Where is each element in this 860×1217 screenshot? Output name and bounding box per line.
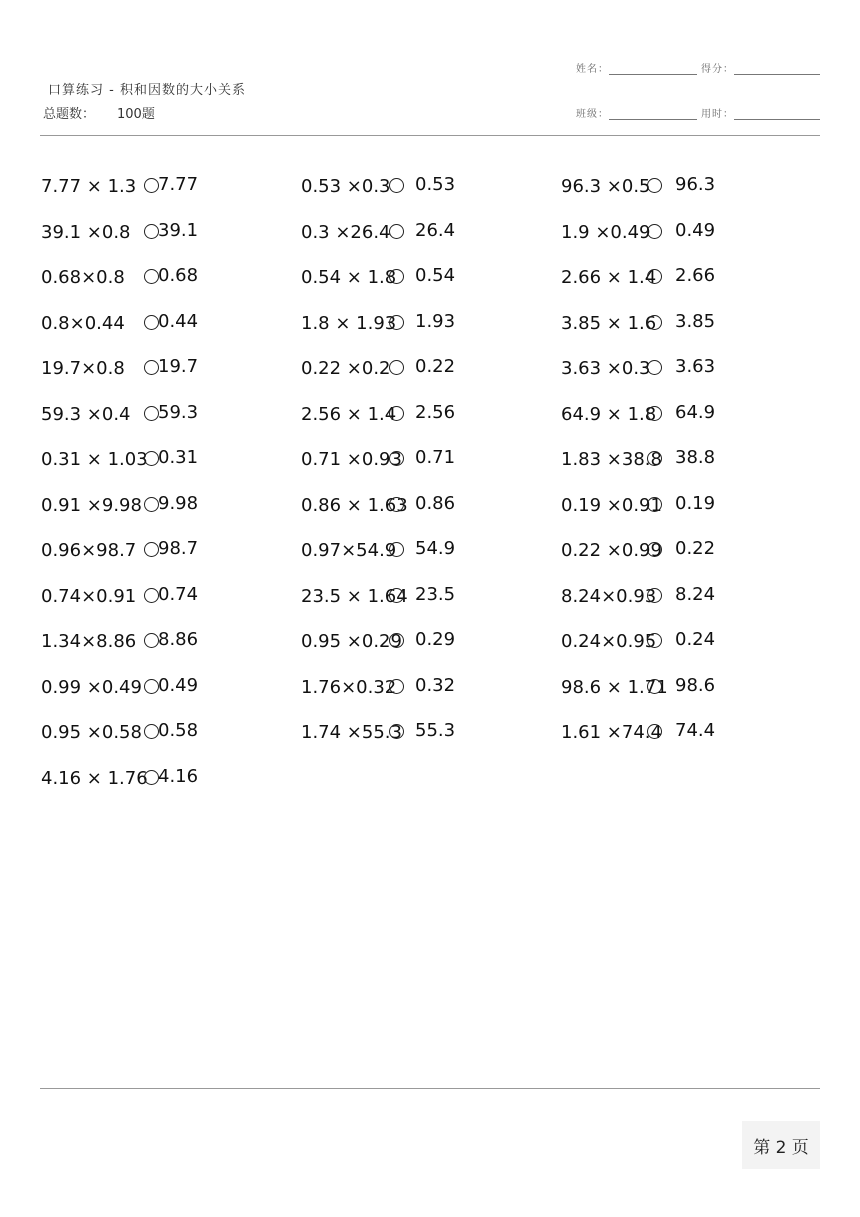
comparison-value: 0.74 [158, 583, 199, 605]
comparison-circle[interactable] [647, 224, 662, 239]
problem-item [561, 174, 716, 197]
problem-expression: 0.22 ×0.99 [561, 540, 662, 561]
problem-item [561, 629, 716, 652]
problem-expression: 0.95 ×0.29 [301, 631, 402, 652]
comparison-circle[interactable] [389, 497, 404, 512]
comparison-value: 0.31 [158, 447, 199, 468]
problem-expression: 0.68×0.8 [41, 267, 125, 288]
problem-item [561, 356, 716, 379]
problem-item [301, 219, 456, 243]
comparison-circle[interactable] [647, 269, 662, 284]
problem-expression: 0.24×0.95 [561, 631, 657, 652]
problem-expression: 0.8×0.44 [41, 312, 125, 334]
comparison-circle[interactable] [389, 542, 404, 557]
problem-expression: 0.86 × 1.63 [301, 494, 408, 516]
problem-item [41, 447, 199, 470]
problem-item [561, 401, 716, 425]
problem-item [41, 401, 199, 425]
comparison-circle[interactable] [389, 633, 404, 648]
problem-item [41, 356, 199, 379]
comparison-value: 55.3 [415, 720, 456, 741]
problem-expression: 96.3 ×0.5 [561, 176, 651, 197]
problem-expression: 0.91 ×9.98 [41, 494, 142, 516]
comparison-circle[interactable] [647, 724, 662, 739]
comparison-circle[interactable] [647, 633, 662, 648]
comparison-value: 7.77 [158, 174, 199, 195]
comparison-value: 3.85 [675, 310, 716, 332]
problem-item [41, 674, 199, 698]
problem-expression: 2.66 × 1.4 [561, 267, 657, 288]
total-value: 100题 [117, 107, 155, 122]
comparison-circle[interactable] [389, 315, 404, 330]
problem-expression: 0.71 ×0.93 [301, 449, 402, 470]
problem-item [561, 265, 716, 288]
problem-expression: 1.61 ×74.4 [561, 722, 662, 743]
comparison-value: 0.86 [415, 492, 456, 514]
name-field[interactable] [576, 60, 697, 75]
name-label: 姓名： [576, 64, 609, 75]
comparison-value: 74.4 [675, 720, 716, 741]
page-number: 第 2 页 [742, 1121, 820, 1169]
comparison-circle[interactable] [144, 633, 159, 648]
comparison-circle[interactable] [647, 679, 662, 694]
comparison-circle[interactable] [389, 360, 404, 375]
score-label: 得分： [701, 64, 734, 75]
time-field[interactable] [701, 105, 820, 120]
comparison-value: 1.93 [415, 310, 456, 332]
problem-item [301, 356, 456, 379]
problem-item [41, 765, 199, 789]
comparison-circle[interactable] [144, 770, 159, 785]
comparison-value: 96.3 [675, 174, 716, 195]
problem-item [561, 674, 716, 698]
problem-item [301, 674, 456, 698]
comparison-value: 0.24 [675, 629, 716, 650]
problem-item [301, 310, 456, 334]
problem-expression: 4.16 × 1.76 [41, 767, 148, 789]
comparison-value: 0.49 [158, 674, 199, 696]
problem-expression: 8.24×0.93 [561, 585, 657, 607]
problem-item [561, 447, 716, 470]
comparison-value: 0.71 [415, 447, 456, 468]
comparison-circle[interactable] [389, 679, 404, 694]
problem-expression: 0.95 ×0.58 [41, 722, 142, 743]
comparison-value: 19.7 [158, 356, 199, 377]
comparison-circle[interactable] [647, 451, 662, 466]
problem-expression: 0.31 × 1.03 [41, 449, 148, 470]
comparison-value: 0.44 [158, 310, 199, 332]
comparison-circle[interactable] [389, 269, 404, 284]
problem-item [561, 538, 716, 561]
comparison-circle[interactable] [144, 178, 159, 193]
problem-item [561, 492, 716, 516]
comparison-value: 0.29 [415, 629, 456, 650]
comparison-circle[interactable] [144, 224, 159, 239]
time-label: 用时： [701, 109, 734, 120]
problem-item [301, 401, 456, 425]
problem-item [301, 265, 456, 288]
comparison-value: 26.4 [415, 219, 456, 241]
problem-item [561, 720, 716, 743]
problem-item [301, 583, 456, 607]
worksheet-title: 口算练习 - 积和因数的大小关系 [48, 83, 246, 98]
problem-expression: 0.53 ×0.3 [301, 176, 391, 197]
comparison-value: 8.86 [158, 629, 199, 650]
problem-expression: 39.1 ×0.8 [41, 221, 131, 243]
comparison-value: 0.58 [158, 720, 199, 741]
comparison-circle[interactable] [647, 178, 662, 193]
problem-expression: 1.34×8.86 [41, 631, 137, 652]
comparison-value: 9.98 [158, 492, 199, 514]
comparison-circle[interactable] [647, 315, 662, 330]
comparison-value: 2.56 [415, 401, 456, 423]
problem-item [301, 447, 456, 470]
problem-expression: 1.83 ×38.8 [561, 449, 662, 470]
comparison-value: 0.68 [158, 265, 199, 286]
name-input-line[interactable] [609, 74, 697, 75]
comparison-value: 23.5 [415, 583, 456, 605]
time-input-line[interactable] [734, 119, 820, 120]
comparison-circle[interactable] [144, 315, 159, 330]
comparison-circle[interactable] [144, 588, 159, 603]
problem-item [41, 219, 199, 243]
comparison-value: 98.7 [158, 538, 199, 559]
problem-expression: 3.85 × 1.6 [561, 312, 657, 334]
comparison-value: 0.53 [415, 174, 456, 195]
comparison-value: 54.9 [415, 538, 456, 559]
comparison-circle[interactable] [144, 406, 159, 421]
comparison-value: 0.32 [415, 674, 456, 696]
total-label: 总题数： [43, 107, 96, 122]
problem-item [561, 583, 716, 607]
comparison-value: 4.16 [158, 765, 199, 787]
comparison-circle[interactable] [144, 451, 159, 466]
comparison-circle[interactable] [144, 360, 159, 375]
problem-expression: 59.3 ×0.4 [41, 403, 131, 425]
comparison-circle[interactable] [144, 724, 159, 739]
problem-expression: 0.22 ×0.2 [301, 358, 391, 379]
class-input-line[interactable] [609, 119, 697, 120]
comparison-circle[interactable] [647, 588, 662, 603]
score-field[interactable] [701, 60, 820, 75]
comparison-circle[interactable] [647, 542, 662, 557]
comparison-value: 38.8 [675, 447, 716, 468]
problem-expression: 2.56 × 1.4 [301, 403, 397, 425]
comparison-value: 0.22 [415, 356, 456, 377]
problem-expression: 7.77 × 1.3 [41, 176, 137, 197]
comparison-circle[interactable] [647, 360, 662, 375]
problem-expression: 0.3 ×26.4 [301, 221, 391, 243]
problem-expression: 0.97×54.9 [301, 540, 397, 561]
comparison-value: 0.19 [675, 492, 716, 514]
score-input-line[interactable] [734, 74, 820, 75]
comparison-value: 2.66 [675, 265, 716, 286]
comparison-circle[interactable] [389, 451, 404, 466]
comparison-circle[interactable] [389, 406, 404, 421]
comparison-value: 0.22 [675, 538, 716, 559]
problem-item [41, 538, 199, 561]
comparison-circle[interactable] [389, 724, 404, 739]
comparison-value: 98.6 [675, 674, 716, 696]
problem-item [301, 720, 456, 743]
problem-expression: 1.8 × 1.93 [301, 312, 397, 334]
problem-expression: 0.54 × 1.8 [301, 267, 397, 288]
comparison-value: 64.9 [675, 401, 716, 423]
problem-item [41, 174, 199, 197]
comparison-circle[interactable] [647, 497, 662, 512]
header-divider [40, 135, 820, 136]
comparison-value: 0.49 [675, 219, 716, 241]
problem-item [301, 174, 456, 197]
comparison-circle[interactable] [389, 178, 404, 193]
problem-expression: 0.96×98.7 [41, 540, 137, 561]
comparison-circle[interactable] [144, 497, 159, 512]
comparison-circle[interactable] [144, 542, 159, 557]
problem-item [301, 629, 456, 652]
problem-item [41, 720, 199, 743]
comparison-value: 3.63 [675, 356, 716, 377]
comparison-circle[interactable] [389, 588, 404, 603]
problem-expression: 1.9 ×0.49 [561, 221, 651, 243]
problem-item [41, 492, 199, 516]
footer-divider [40, 1088, 820, 1089]
problem-item [301, 492, 456, 516]
problem-item [41, 629, 199, 652]
problem-item [41, 265, 199, 288]
problem-expression: 0.99 ×0.49 [41, 676, 142, 698]
total-count [43, 103, 155, 122]
comparison-value: 39.1 [158, 219, 199, 241]
comparison-value: 0.54 [415, 265, 456, 286]
problem-expression: 0.74×0.91 [41, 585, 137, 607]
class-field[interactable] [576, 105, 697, 120]
problem-expression: 64.9 × 1.8 [561, 403, 657, 425]
problem-item [561, 219, 716, 243]
comparison-circle[interactable] [144, 269, 159, 284]
comparison-circle[interactable] [144, 679, 159, 694]
problem-item [41, 310, 199, 334]
problem-expression: 23.5 × 1.64 [301, 585, 408, 607]
class-label: 班级： [576, 109, 609, 120]
problem-item [561, 310, 716, 334]
problem-expression: 1.74 ×55.3 [301, 722, 402, 743]
problem-expression: 98.6 × 1.71 [561, 676, 668, 698]
problem-expression: 19.7×0.8 [41, 358, 125, 379]
comparison-circle[interactable] [647, 406, 662, 421]
comparison-circle[interactable] [389, 224, 404, 239]
comparison-value: 8.24 [675, 583, 716, 605]
problem-expression: 0.19 ×0.91 [561, 494, 662, 516]
comparison-value: 59.3 [158, 401, 199, 423]
problem-expression: 1.76×0.32 [301, 676, 397, 698]
problem-expression: 3.63 ×0.3 [561, 358, 651, 379]
problem-item [41, 583, 199, 607]
problem-item [301, 538, 456, 561]
